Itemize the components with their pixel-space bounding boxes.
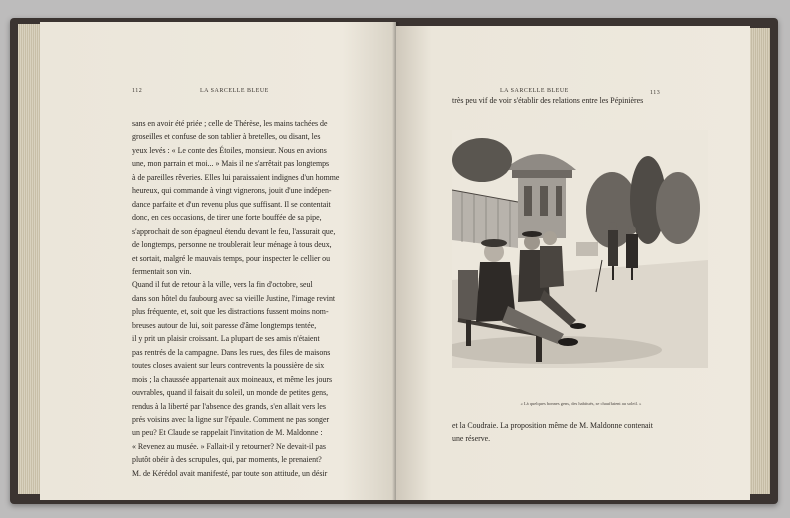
text-line: dans son hôtel du faubourg avec sa vieille Justine, l'image revint: [132, 293, 336, 303]
left-page-number: 112: [132, 88, 143, 94]
right-top-text: [452, 94, 714, 107]
page-edges-right: [748, 28, 770, 494]
text-line: pas rentrés de la campagne. Dans les rues, des files de maisons: [132, 347, 331, 357]
text-line: s'approchait de son épagneul étendu devant le feu, l'assurait que,: [132, 226, 336, 236]
text-line: mois ; la chaussée appartenait aux moineaux, et même les jours: [132, 374, 333, 384]
text-line: ouvrables, quand il faisait du soleil, un monde de petites gens,: [132, 388, 329, 398]
text-line: à de pareilles rêveries. Elles lui paraissaient indignes d'un homme: [132, 172, 340, 182]
text-line: rendus à la liberté par l'absence des grands, s'en allait vers les: [132, 401, 326, 411]
text-line: plus fréquente, et, soit que les distractions fussent moins nom-: [132, 307, 329, 317]
text-line: prés voisins avec la ligne sur l'épaule. Comment ne pas songer: [132, 414, 330, 424]
text-line: il y prit un plaisir croissant. La plupart de ses amis n'étaient: [132, 334, 320, 344]
text-line: un peu? Et Claude se rappelait l'invitation de M. Maldonne :: [132, 428, 323, 438]
illustration-plate: [452, 130, 708, 368]
plate-caption: « Là quelques bonnes gens, des habitués, se chauffaient au soleil. »: [520, 401, 642, 406]
text-line: dance parfaite et d'un revenu plus que suffisant. Il se contentait: [132, 199, 331, 209]
right-bottom-text: [452, 419, 714, 446]
text-line: sans en avoir été priée ; celle de Thérèse, les mains tachées de: [132, 119, 328, 128]
text-line: toutes closes avaient sur leurs contrevents la poussière de six: [132, 361, 325, 371]
text-line: fermentait son vin.: [132, 266, 192, 276]
text-line: heureux, qui commande à vingt vignerons, jouit d'une indépen-: [132, 186, 332, 196]
right-page: [396, 26, 750, 500]
text-line: très peu vif de voir s'établir des relations entre les Pépinières: [452, 96, 644, 105]
right-page-number: 113: [650, 90, 661, 96]
text-line: plutôt obéir à des scrupules, qui, par moments, le prenaient?: [132, 455, 322, 465]
text-line: yeux levés : « Le conte des Étoiles, monsieur. Nous en avions: [132, 145, 327, 155]
text-line: et sortait, malgré le mauvais temps, pour inspecter le cellier ou: [132, 253, 331, 263]
text-line: Quand il fut de retour à la ville, vers la fin d'octobre, seul: [132, 280, 313, 290]
text-line: et la Coudraie. La proposition même de M. Maldonne contenait: [452, 421, 653, 430]
left-body-text: [132, 117, 390, 480]
text-line: une, mon parrain et moi... » Mais il ne s'arrêtait pas longtemps: [132, 159, 330, 169]
text-line: donc, en ces occasions, de tirer une forte bouffée de sa pipe,: [132, 213, 322, 223]
text-line: groseilles et confuse de son tablier à bretelles, ou disant, les: [132, 132, 321, 142]
left-page: [40, 22, 396, 500]
text-line: breuses autour de lui, soit paresse d'âme longtemps tentée,: [132, 320, 317, 330]
page-edges-left: [18, 24, 42, 494]
left-running-head: LA SARCELLE BLEUE: [200, 88, 269, 94]
text-line: une réserve.: [452, 434, 491, 444]
right-running-head: LA SARCELLE BLEUE: [500, 88, 569, 94]
text-line: M. de Kérédol avait manifesté, par toute son attitude, un désir: [132, 468, 328, 478]
text-line: de longtemps, personne ne troublerait leur ménage à tous deux,: [132, 240, 332, 250]
text-line: « Revenez au musée. » Fallait-il y retourner? Ne devait-il pas: [132, 441, 326, 451]
